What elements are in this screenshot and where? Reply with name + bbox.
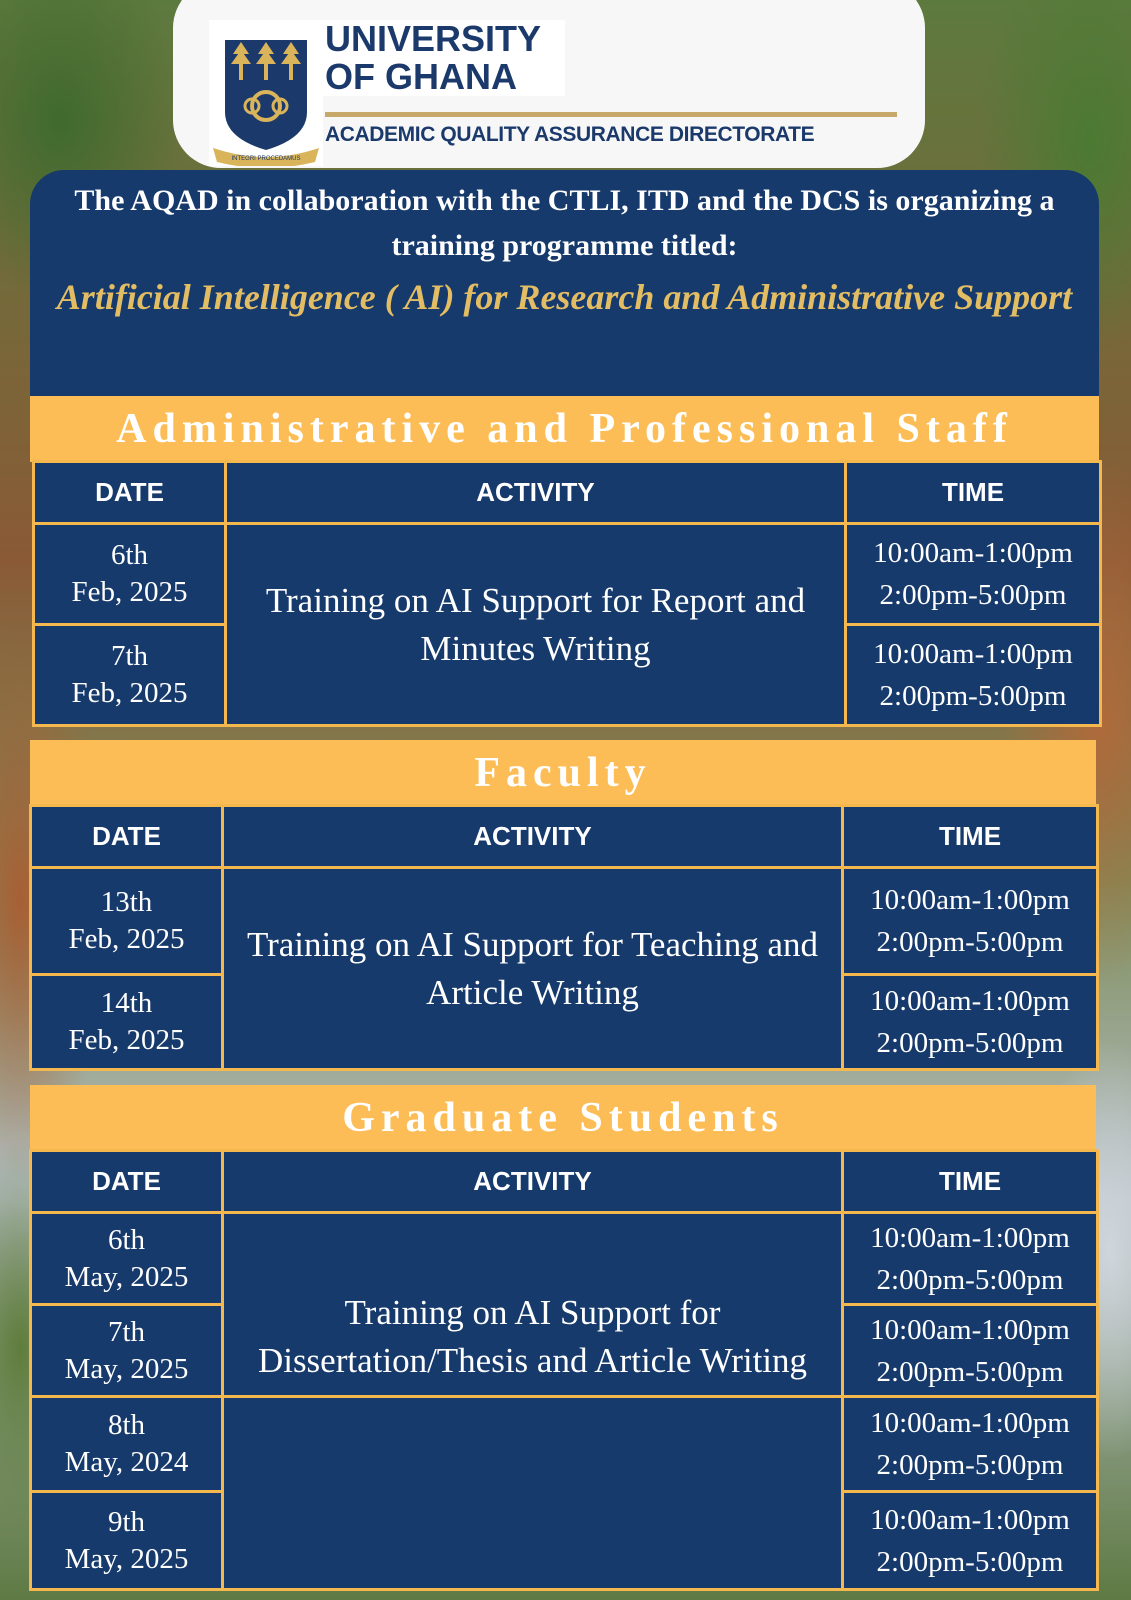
intro-panel <box>30 170 1099 398</box>
time-cell: 10:00am-1:00pm 2:00pm-5:00pm <box>843 868 1098 975</box>
column-header-date: DATE <box>34 462 226 524</box>
table-row <box>34 524 1101 625</box>
date-cell: 8th May, 2024 <box>31 1397 223 1492</box>
time-cell: 10:00am-1:00pm 2:00pm-5:00pm <box>843 1305 1098 1397</box>
activity-cell: Training on AI Support for Teaching and Article Writing <box>223 868 843 1070</box>
time-cell: 10:00am-1:00pm 2:00pm-5:00pm <box>846 524 1101 625</box>
table-row <box>31 1213 1098 1305</box>
date-cell: 6th Feb, 2025 <box>34 524 226 625</box>
svg-text:INTEGRI PROCEDAMUS: INTEGRI PROCEDAMUS <box>231 156 301 162</box>
directorate-name: ACADEMIC QUALITY ASSURANCE DIRECTORATE <box>325 123 815 146</box>
intro-text: The AQAD in collaboration with the CTLI, ITD and the DCS is organizing a training programme titled: <box>74 184 1055 262</box>
column-header-time: TIME <box>843 1151 1098 1213</box>
table-row <box>31 868 1098 975</box>
crest-icon <box>209 20 323 166</box>
schedule-table <box>29 804 1099 1071</box>
section-heading: Administrative and Professional Staff <box>30 396 1099 462</box>
date-cell: 6th May, 2025 <box>31 1213 223 1305</box>
divider <box>325 112 897 117</box>
activity-spacer <box>223 1397 843 1590</box>
column-header-date: DATE <box>31 1151 223 1213</box>
schedule-table <box>29 1149 1099 1591</box>
time-cell: 10:00am-1:00pm 2:00pm-5:00pm <box>843 1492 1098 1590</box>
column-header-activity: ACTIVITY <box>226 462 846 524</box>
column-header-activity: ACTIVITY <box>223 1151 843 1213</box>
column-header-time: TIME <box>846 462 1101 524</box>
programme-title: Artificial Intelligence ( AI) for Research and Administrative Support <box>56 277 1073 317</box>
section-heading: Graduate Students <box>30 1085 1096 1151</box>
schedule-table <box>32 460 1102 727</box>
time-cell: 10:00am-1:00pm 2:00pm-5:00pm <box>846 625 1101 726</box>
date-cell: 14th Feb, 2025 <box>31 975 223 1070</box>
date-cell: 7th May, 2025 <box>31 1305 223 1397</box>
time-cell: 10:00am-1:00pm 2:00pm-5:00pm <box>843 1213 1098 1305</box>
column-header-date: DATE <box>31 806 223 868</box>
time-cell: 10:00am-1:00pm 2:00pm-5:00pm <box>843 1397 1098 1492</box>
header-card <box>173 0 925 168</box>
column-header-time: TIME <box>843 806 1098 868</box>
date-cell: 7th Feb, 2025 <box>34 625 226 726</box>
activity-cell: Training on AI Support for Report and Minutes Writing <box>226 524 846 726</box>
time-cell: 10:00am-1:00pm 2:00pm-5:00pm <box>843 975 1098 1070</box>
university-crest <box>209 20 323 166</box>
activity-cell: Training on AI Support for Dissertation/Thesis and Article Writing <box>223 1213 843 1397</box>
column-header-activity: ACTIVITY <box>223 806 843 868</box>
date-cell: 9th May, 2025 <box>31 1492 223 1590</box>
date-cell: 13th Feb, 2025 <box>31 868 223 975</box>
table-row <box>31 1397 1098 1492</box>
section-heading: Faculty <box>30 740 1096 806</box>
university-name: UNIVERSITY OF GHANA <box>323 20 565 96</box>
